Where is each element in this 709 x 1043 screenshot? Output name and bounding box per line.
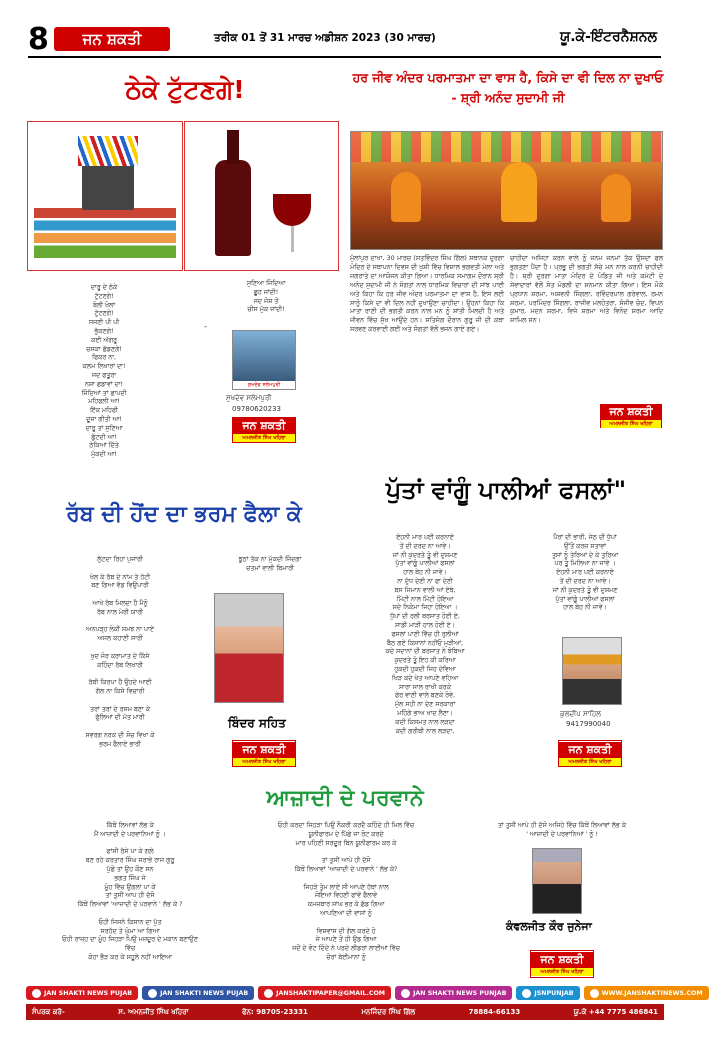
footer-link-text: JSNPUNJAB [534, 989, 574, 997]
page-number: 8 [28, 22, 49, 57]
stage-decoration [351, 132, 662, 162]
footer-contact: ਯੂ.ਕੇ +44 7775 486841 [573, 1007, 658, 1016]
youtube-icon [32, 989, 41, 998]
author-photo-binder [214, 593, 284, 703]
story5-headline: ਆਜ਼ਾਦੀ ਦੇ ਪਰਵਾਨੇ [266, 786, 424, 811]
footer-link-mail[interactable] [258, 986, 391, 1000]
story2-headline: ਹਰ ਜੀਵ ਅੰਦਰ ਪਰਮਾਤਮਾ ਦਾ ਵਾਸ ਹੈ, ਕਿਸੇ ਦਾ ਵੀ ਦਿਲ ਨਾ ਦੁਖਾਓ - ਸ਼੍ਰੀ ਅਨੰਦ ਸੁਦਾਮੀ ਜੀ [352, 70, 664, 105]
brand-name: ਜਨ ਸ਼ਕਤੀ [82, 30, 142, 48]
footer-link-twitter[interactable] [516, 986, 579, 1000]
footer-link-globe[interactable] [584, 986, 709, 1000]
footer-link-text: WWW.JANSHAKTINEWS.COM [601, 989, 703, 997]
story1-phone: 09780620233 [232, 405, 281, 413]
story5-author: ਕੰਵਲਜੀਤ ਕੌਰ ਜੁਨੇਜਾ [506, 920, 592, 933]
footer-contact: ਫੋਨ: 98705-23331 [242, 1007, 308, 1016]
saint-figure-2 [501, 162, 537, 222]
globe-icon [590, 989, 599, 998]
logo-title: ਜਨ ਸ਼ਕਤੀ [531, 952, 593, 968]
logo-title: ਜਨ ਸ਼ਕਤੀ [233, 742, 295, 758]
jan-shakti-logo [530, 950, 594, 978]
wine-glass-graphic [273, 194, 311, 226]
story3-poem-right: ਝੂਠਾਂ ਤੱਕ ਨਾ ਮੁੱਕਦੀ ਜਿੰਦਗਾ ਚਤਮਾਂ ਵਾਲੀ ਬਿਮਾਰੀ [238, 556, 302, 572]
story4-headline: ਪੁੱਤਾਂ ਵਾਂਗੂੰ ਪਾਲੀਆਂ ਫਸਲਾਂ" [385, 476, 627, 504]
twitter-icon [522, 989, 531, 998]
story4-column-1: ਏਹਨੀ ਮਾਰ ਪਈ ਕਰਨਾਏ ਤੇਂ ਦੀ ਦਰਦ ਨਾ ਆਵੇ। ਜਾਂ ਨੀ ਕੁਦਰਤੇ ਤੂੰ ਵੀ ਦੁਸ਼ਮਣ ਪੁੱਤਾਂ ਵਾਂਗੂੰ ਪਾਲੀਆਂ ਫਸਲਾਂ ਹਾਲ ਬੇਹ ਨੀ ਜਾਵੇ। ਨਾ ਦੁੱਧ ਦੇਣੀ ਨਾ ਫਾ ਦੇਣੀ ਬਸ ਜਿਮਾਨ ਵਾਲੀ ਆਂ ਏਥੇ, ਮਿੱਟੀ ਨਾਲ ਮਿੱਟੀ ਹੋਇਆ ਸਦੇ ਨਿਕੰਮਾ ਜਿਹਾ ਹੋਇਆ । ਧੁੱਪਾਂ ਦੀ ਰਲੀ ਬਰਸਾਤ ਹੋਈ ਏ, ਸਾਡੀ ਮਾੜੀ ਹਾਲ ਹੋਈ ਏ। ਫਸਲਾਂ ਪਾਣੀ ਵਿੱਚ ਹੀ ਰੁਲੀਆਂ ਬੈਠ ਗਏ ਕਿਸਾਨਾਂ ਨਹੀਂਓ ਮੁੜੀਆਂ, ਕਦੇ ਸਦਾਨਾਂ ਦੀ ਬਰਸਾਤ ਨੇ ਝੰਬਿਆ ਕੁਦਰਤੇ ਤੂੰ ਇਹ ਕੀ ਕਰਿਆ ਹੁਕਦੀ ਹੁਕਦੀ ਜਿਹ ਦੇਵਿਆ ਖਿੜ ਕਦੇ ਖੇਤ ਆਪਣੇ ਵਹਿਆ ਸਾਰਾ ਸਾਲ ਰਾਖੀ ਕਰਕੇ ਫੇਰ ਵਾਣੀ ਵਾਲੇ ਬਣਕੇ ਰੋਵੇ, ਮੁੱਲ ਸਹੀ ਨਾ ਦੇਣ ਸਰਕਾਰਾਂ ਮਹਿੰਗੇ ਭਾਅ ਖਾਦ ਲੈਣਾ। ਕਦੀ ਕਿਸਮਤ ਨਾਲ ਲੜਦਾ ਕਦੀ ਗਰੀਬੀ ਨਾਲ ਲੜਦਾ, [385, 534, 465, 735]
author-photo-kanwaljit [532, 848, 582, 914]
issue-date: ਤਰੀਕ 01 ਤੋਂ 31 ਮਾਰਚ ਅਡੀਸ਼ਨ 2023 (30 ਮਾਰਚ) [214, 32, 436, 44]
footer-link-text: JAN SHAKTI NEWS PUJAB [44, 989, 133, 997]
story2-column-1: ਮੁੱਲਾਂਪੁਰ ਦਾਖਾ, 30 ਮਾਰਚ (ਸਤਵਿੰਦਰ ਸਿੰਘ ਗਿੱਲ) ਸਥਾਨਕ ਦੁਰਗਾ ਮੰਦਿਰ ਦੇ ਸਥਾਪਨਾ ਦਿਵਸ ਦੀ ਖੁਸ਼ੀ ਵਿੱਚ ਵਿਸ਼ਾਲ ਭਗਵਤੀ ਮੇਲਾ ਅਤੇ ਜਗਰਾਤੇ ਦਾ ਆਯੋਜਨ ਕੀਤਾ ਗਿਆ। ਧਾਰਮਿਕ ਸਮਾਗਮ ਦੌਰਾਨ ਸ਼੍ਰੀ ਅਨੰਦ ਸੁਦਾਮੀ ਜੀ ਨੇ ਸੰਗਤਾਂ ਨਾਲ ਧਾਰਮਿਕ ਵਿਚਾਰਾਂ ਦੀ ਸਾਂਝ ਪਾਈ ਅਤੇ ਕਿਹਾ ਕਿ ਹਰ ਜੀਵ ਅੰਦਰ ਪਰਮਾਤਮਾ ਦਾ ਵਾਸ ਹੈ, ਇਸ ਲਈ ਸਾਨੂੰ ਕਿਸੇ ਦਾ ਵੀ ਦਿਲ ਨਹੀਂ ਦੁਖਾਉਣਾ ਚਾਹੀਦਾ। ਉਹਨਾਂ ਕਿਹਾ ਕਿ ਮਾਤਾ ਰਾਣੀ ਦੀ ਭਗਤੀ ਕਰਨ ਨਾਲ ਮਨ ਨੂੰ ਸ਼ਾਂਤੀ ਮਿਲਦੀ ਹੈ ਅਤੇ ਜੀਵਨ ਵਿੱਚ ਸੁੱਖ ਆਉਂਦੇ ਹਨ। ਸਤਿਸੰਗ ਦੌਰਾਨ ਗੁਰੂ ਜੀ ਦੀ ਕਥਾ ਸਰਵਣ ਕਰਵਾਈ ਗਈ ਅਤੇ ਸੰਗਤਾਂ ਵੱਲੋਂ ਭਜਨ ਗਾਏ ਗਏ। [350, 255, 504, 334]
logo-title: ਜਨ ਸ਼ਕਤੀ [233, 418, 295, 434]
story5-column-2: ਓਹੀ ਕਰਦਾ ਜਿਹੜਾ ਪਿਉ ਨੌਕਰੀ ਕਰਦੈ ਕਹਿੰਦੇ ਹੀ ਮਿਲ ਵਿੱਚ ਯੂਨੀਫਾਰਮ ਦੇ ਪਿੱਛੇ ਜਾ ਰੋਟ ਕਰਦੇ ਮਾਰ ਪਹਿਣੀ ਸਰਦੂਰ ਬਿਨ ਯੂਨੀਫਾਰਮ ਕਰ ਕੇ ਤਾਂ ਤੁਸੀਂ ਆਪੇ ਹੀ ਦੱਸੋ ਕਿੱਥੋਂ ਲਿਆਵਾਂ 'ਆਜ਼ਾਦੀ ਦੇ ਪਰਵਾਨੇ ' ਲੱਭ ਕੇ? ਜਿਹੜੇ ਤੁੰਮ ਲਾਏ ਸੀ ਆਪਣੇ ਹੱਥਾਂ ਨਾਲ ਜੋਇਆਂ ਵਿਹਣੀ ਫਾਂਵੇਂ ਫੈਲਾਵੇ ਕਮਜ਼ਬਾਰ ਸਾਂਘ ਭਰ ਕੇ ਛੱਡ ਗਿਆ ਆਪਣਿਆਂ ਦੀ ਵਾਸਾਂ ਨੂੰ ਵਿਸ਼ਵਾਸ ਦੀ ਗੱਲ ਕਰਦੇ ਹੋ ਜੇ ਆਪਣੇ ਤੋਂ ਹੀ ਉਡ ਗਿਆ ਜਦੋਂ ਦੇ ਵੋਟ ਦਿੰਦੇ ਨੇ ਪਰਦੇ ਲੀਡਰਾਂ ਲਾਈਆਂ ਵਿੱਚ ਚੋਰਾਂ ਬੇਈਮਾਨਾਂ ਨੂੰ [277, 822, 415, 961]
footer-contacts [26, 1004, 664, 1020]
logo-title: ਜਨ ਸ਼ਕਤੀ [559, 742, 621, 758]
footer-link-instagram[interactable] [395, 986, 512, 1000]
footer-links [26, 986, 703, 1001]
stationery-photo [27, 121, 183, 271]
story1-poem-left: ਦਾਰੂ ਦੇ ਠੇਕੇ ਟੁੱਟਣਗੇ! ਬੋਲੀ ਖੋਲਾਂ ਟੁੱਟਣਗੇ! ਸਜਣੀ ਪੀ ਪੀ ਭੁੱਕਣਗੇ! ਕਈ ਅੱਗਰੂ ਚਸਕਾ ਛੱਡਣਗੇ! ਫਿਕਰ ਨਾ, ਕਲਮ ਲਿਖਾਰਾਂ ਦਾ! ਜਦ ਫਤੂਰਾ ਨਸ਼ਾ ਛਡਾਵਾਂ ਦਾ! ਜਿੰਦਿਆਂ ਤਾਂ ਛਾਪਦੀ ਮਹਿਫਲੀ ਆ! ਇੱਕ ਮਹਿਫੀ ਦੂਜਾ ਗੀਤੀ ਆ! ਦਾਰੂ ਤਾਂ ਸੁਣਿਆ ਛੁੱਟਦੀ ਆ! ਠੇਕਿਆਂ ਦਿੱਤੇ ਮੁੱਕਦੀ ਆ! [81, 284, 127, 459]
masthead [28, 22, 661, 58]
story4-author: ਕੁਲਦੀਪ ਸਾਹਿਲ [560, 710, 601, 718]
footer-contact: ਮਨਜਿੰਦਰ ਸਿੰਘ ਗਿੱਲ [361, 1007, 416, 1016]
footer-link-text: JAN SHAKTI NEWS PUJAB [160, 989, 249, 997]
story1-headline: ਠੇਕੇ ਟੁੱਟਣਗੇ! [125, 75, 245, 104]
jan-shakti-logo [232, 417, 296, 443]
logo-subtitle: ਅਮਨਜੀਤ ਸਿੰਘ ਖਹਿਰਾ [531, 968, 593, 976]
logo-subtitle: ਅਮਨਜੀਤ ਸਿੰਘ ਖਹਿਰਾ [233, 434, 295, 442]
pen-cup-graphic [82, 162, 134, 210]
story3-poem-left: ਲੁੱਟਦਾ ਰਿਹਾ ਪੁਜਾਰੀ ਖੇਲ ਕੇ ਰੱਬ ਦੇ ਨਾਂਮ ਤੇ ਹੱਟੀ ਬਣ ਗਿਆ ਵੱਡ ਵਿਉਪਾਰੀ ਆਖੇ ਰੱਬ ਮਿਲਦਾ ਹੈ ਮੈਨੂੰ ਰੱਬ ਨਾਲ ਮੇਰੀ ਯਾਰੀ ਅਨਪੜ੍ਹ ਲੋਕੀਂ ਸਮਝ ਨਾ ਪਾਏ ਅਸਲ ਕਹਾਣੀ ਸਾਰੀ ਖੁਦ ਜੋਰ ਕਰਾਮਾਤ ਦੇ ਕਿੱਸੇ ਕਹਿੰਦਾ ਰੱਬ ਲਿਖਾਰੀ ਰੱਬੀ ਕਿਰਪਾ ਹੈ ਉਹਦੇ ਆਈ ਗੱਲ ਨਾ ਕਿਸੇ ਵਿਚਾਰੀ ਤਰਾਂ ਤਰਾਂ ਦੇ ਰਸਮ ਬਣਾ ਕੇ ਫੁੱਲਿਆਂ ਦੀ ਮੱਤ ਮਾਰੀ ਸਵਰਗ ਨਰਕ ਦੀ ਸੋਚ ਵਿਖਾ ਕੇ ਭਰਮ ਫੈਲਾਏ ਭਾਰੀ [85, 556, 155, 748]
story5-column-3: ਤਾਂ ਤੁਸੀਂ ਆਪੇ ਹੀ ਦੱਸੋ ਅਜਿਹੇ ਵਿੱਚ ਕਿੱਥੋਂ ਲਿਆਵਾਂ ਲੱਭ ਕੇ ' ਆਜ਼ਾਦੀ ਦੇ ਪਰਵਾਨਿਆਂ ' ਨੂੰ ! [497, 822, 627, 838]
saint-figure-1 [391, 172, 421, 222]
saint-figure-3 [601, 174, 631, 222]
bottle-neck-graphic [227, 130, 239, 164]
books-graphic [34, 208, 176, 258]
footer [26, 986, 703, 1020]
logo-title: ਜਨ ਸ਼ਕਤੀ [601, 404, 661, 420]
footer-link-text: JANSHAKTIPAPER@GMAIL.COM [276, 989, 386, 997]
story2-column-2: ਚਾਹੀਦਾ ਅਜਿਹਾ ਕਰਨ ਵਾਲੇ ਨੂੰ ਜਨਮ ਜਨਮਾਂ ਤੱਕ ਉਸਦਾ ਫਲ ਭੁਗਤਣਾ ਪੈਂਦਾ ਹੈ। ਪ੍ਰਭੂ ਦੀ ਭਗਤੀ ਸੱਚੇ ਮਨ ਨਾਲ ਕਰਨੀ ਚਾਹੀਦੀ ਹੈ। ਸ਼੍ਰੀ ਦੁਰਗਾ ਮਾਤਾ ਮੰਦਿਰ ਦੇ ਪੰਡਿਤ ਜੀ ਅਤੇ ਕਮੇਟੀ ਦੇ ਸੇਵਾਦਾਰਾਂ ਵੱਲੋਂ ਸੰਤ ਮੰਡਲੀ ਦਾ ਸਨਮਾਨ ਕੀਤਾ ਗਿਆ। ਇਸ ਮੌਕੇ ਪ੍ਰਧਾਨ ਸ਼ਰਮਾ, ਅਸ਼ਵਨੀ ਸਿੰਗਲਾ, ਰਵਿੰਦਰਪਾਲ ਗਰੇਵਾਲ, ਰਮਨ ਸ਼ਰਮਾ, ਪਰਮਿੰਦਰ ਸਿੰਗਲਾ, ਰਾਜੀਵ ਮਲਹੋਤਰਾ, ਸੰਜੀਵ ਚੰਦ, ਵਿਪਨ ਕੁਮਾਰ, ਮਦਨ ਸ਼ਰਮਾ, ਵਿਜੇ ਸ਼ਰਮਾ ਅਤੇ ਵਿਨੋਦ ਸ਼ਰਮਾ ਆਦਿ ਸ਼ਾਮਿਲ ਸਨ। [510, 255, 663, 325]
wine-photo [184, 121, 339, 271]
jan-shakti-logo [558, 740, 622, 767]
section-title: ਯੂ.ਕੇ-ਇੰਟਰਨੈਸ਼ਨਲ [559, 29, 657, 45]
logo-subtitle: ਅਮਨਜੀਤ ਸਿੰਘ ਖਹਿਰਾ [233, 758, 295, 766]
logo-subtitle: ਅਮਨਜੀਤ ਸਿੰਘ ਖਹਿਰਾ [601, 420, 661, 428]
story3-headline: ਰੱਬ ਦੀ ਹੋਂਦ ਦਾ ਭਰਮ ਫੈਲਾ ਕੇ [66, 502, 302, 527]
story5-column-1: ਕਿੱਥੋਂ ਲਿਆਵਾਂ ਲੱਭ ਕੇ ਮੈਂ ਆਜ਼ਾਦੀ ਦੇ ਪਰਵਾਨਿਆਂ ਨੂੰ । ਫਾਂਸੀ ਰੱਸੇ ਪਾ ਕੇ ਗਲ਼ੇ ਬਣ ਰਹੇ ਕਰਤਾਰ ਸਿੰਘ ਸਰਾਭੇ ਰਾਜ ਗੁਰੂ ਪੁੱਛੋ ਤਾਂ ਉਹ ਕੌਣ ਸਨ ਭਗਤ ਸਿੰਘ ਜੇ ਮੂੰਹ ਵਿੱਚ ਉਂਗਲਾਂ ਪਾ ਕੇ ਤਾਂ ਤੁਸੀਂ ਆਪ ਹੀ ਦੱਸੋ ਕਿੱਥੋਂ ਲਿਆਵਾਂ 'ਆਜ਼ਾਦੀ ਦੇ ਪਰਵਾਨੇ ' ਲੱਭ ਕੇ ? ਓਹੀ ਜਿਸਨੇ ਕਿਸਾਨ ਦਾ ਪੁੱਤ ਸਰਹੱਦ ਤੇ ਘੁੰਮਾ ਆ ਗਿਆ ਓਹੀ ਰਾਜ੍ਹ ਦਾ ਮੂੰਹ ਜਿਹੜਾ ਪਿਉ ਮਜ਼ਦੂਰ ਦੇ ਮਕਾਨ ਬਣਾਉਣ ਵਿੱਚ ਕੋਹਾ ਭੈੜ ਕਰ ਕੇ ਸਹੂਲੇ ਨਹੀਂ ਆਇਆ [62, 822, 198, 961]
poem-dash: - [204, 322, 207, 331]
footer-link-facebook[interactable] [142, 986, 254, 1000]
photo-caption: ਸੁਖਦੇਵ ਸਲੇਮਪੁਰੀ [233, 381, 295, 389]
mail-icon [264, 989, 273, 998]
instagram-icon [401, 989, 410, 998]
story1-author: ਸੁਖਦੇਵ ਸਲੇਮਪੁਰੀ [226, 394, 272, 402]
story4-column-2: ਪੈਰਾਂ ਦੀ ਭਾਰੀ, ਜੇਠ ਦੀ ਧੁੱਪਾਂ ਉੱਤੋਂ ਕਰਜ਼ ਸਤਾਵਾਂ ਤੁਸਾਂ ਨੂੰ ਤੇਰਿਆਂ ਦੇ ਕੇ ਤੁਰਿਆ ਪਰ ਤੂੰ ਮਿਲਿਆ ਨਾ ਜਾਵੇ । ਏਹਨੀ ਮਾਰ ਪਈ ਕਰਨਾਏ ਤੇਂ ਦੀ ਦਰਦ ਨਾ ਆਵੇ। ਜਾਂ ਨੀ ਕੁਦਰਤੇ ਤੂੰ ਵੀ ਦੁਸ਼ਮਣ ਪੁੱਤਾਂ ਵਾਂਗੂੰ ਪਾਲੀਆਂ ਫਸਲਾਂ ਹਾਲ ਬੇਹ ਨੀ ਜਾਵੇ। [551, 534, 619, 612]
footer-link-youtube[interactable] [26, 986, 138, 1000]
story1-poem-right: ਸੁਣਿਆ ਜਿੰਦਿਆ ਛੂਹ ਜਾਂਦੀ! ਜਦ ਜੋਸ਼ ਤੋਂ ਚੀਸ ਮੁੱਕ ਜਾਂਦੀ! [246, 280, 286, 314]
jan-shakti-logo [600, 404, 662, 428]
religious-event-photo [350, 131, 663, 250]
wine-bottle-graphic [215, 160, 251, 256]
author-photo-kuldeep [562, 637, 622, 705]
footer-contact: ਸ. ਅਮਨਜੀਤ ਸਿੰਘ ਖਹਿਰਾ [118, 1007, 189, 1016]
author-photo-sukhdev [232, 330, 296, 390]
footer-contact: ਸੰਪਰਕ ਕਰੋ- [32, 1007, 65, 1016]
logo-subtitle: ਅਮਨਜੀਤ ਸਿੰਘ ਖਹਿਰਾ [559, 758, 621, 766]
story4-phone: 9417990040 [566, 720, 611, 728]
brand-logo [54, 27, 170, 51]
footer-contact: 78884-66133 [468, 1008, 521, 1016]
facebook-icon [148, 989, 157, 998]
footer-link-text: JAN SHAKTI NEWS PUNJAB [413, 989, 507, 997]
pens-graphic [78, 136, 138, 166]
jan-shakti-logo [232, 740, 296, 767]
story3-author: ਬਿੰਦਰ ਸਹਿਤ [228, 716, 286, 730]
glass-stem-graphic [291, 226, 294, 252]
